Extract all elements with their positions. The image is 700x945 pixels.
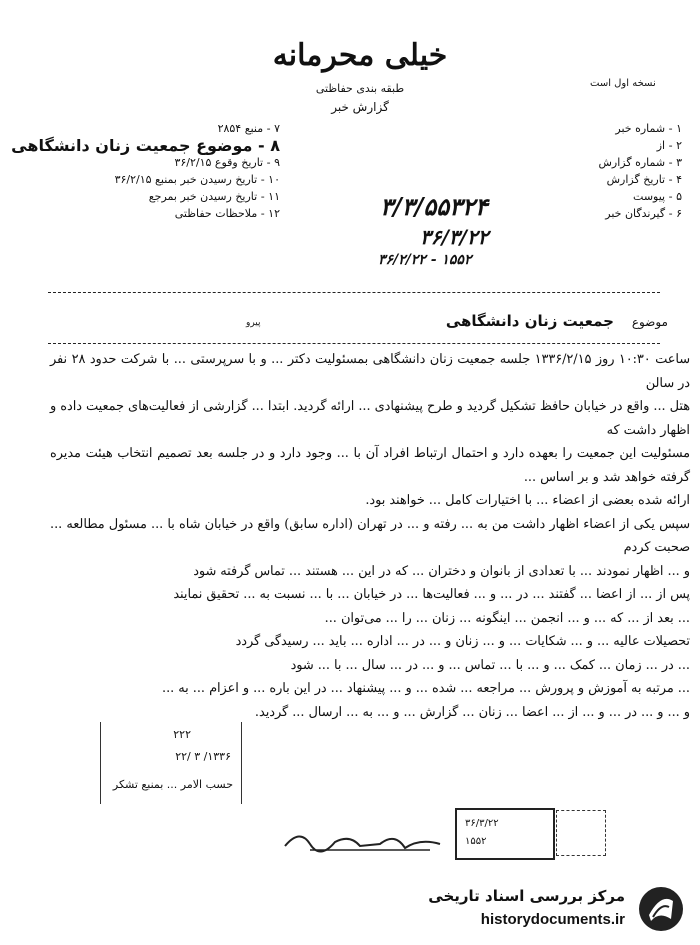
stamp-line: ۳۶/۳/۲۲ — [465, 818, 499, 829]
body-line: پس از ... از اعضا ... گفتند ... در ... و ... فعالیت‌ها ... در خیابان ... با ... نسبت به ... تحقیق نمایند — [173, 587, 690, 602]
header-field: ۵ - پیوست — [633, 190, 682, 203]
subject-line — [446, 312, 668, 330]
stamp-line: ۱۵۵۲ — [465, 836, 487, 847]
archive-url[interactable]: historydocuments.ir — [480, 911, 625, 928]
body-line: مسئولیت این جمعیت را بعهده دارد و احتمال ارتباط افراد آن با ... وجود دارد و در جلسه بعد تصمیم انتخاب هیئت مدیره گرفته خواهد شد و بر اساس ... — [50, 446, 690, 485]
subject-value: جمعیت زنان دانشگاهی — [445, 312, 614, 330]
body-line: ارائه شده بعضی از اعضاء ... با اختیارات کامل ... خواهند بود. — [365, 493, 690, 508]
divider — [48, 292, 660, 293]
header-field-date-source: ۱۰ - تاریخ رسیدن خبر بمنبع ۳۶/۲/۱۵ — [114, 173, 280, 186]
header-field-date: ۹ - تاریخ وقوع ۳۶/۲/۱۵ — [174, 156, 280, 169]
body-line: و ... اظهار نمودند ... با تعدادی از بانوان و دختران ... که در این ... هستند ... تماس گرفته شود — [193, 563, 690, 579]
divider — [48, 343, 660, 344]
archive-name: مرکز بررسی اسناد تاریخی — [428, 887, 625, 905]
signature-scribble — [280, 826, 450, 856]
archive-logo-icon — [637, 885, 685, 933]
header-field-notes: ۱۲ - ملاحظات حفاظتی — [174, 207, 280, 220]
body-line: ... در ... زمان ... کمک ... و ... با ... تماس ... و ... در ... سال ... با ... شود — [290, 657, 690, 673]
header-fields-left — [10, 120, 280, 222]
header-field: ۱ - شماره خبر — [615, 122, 682, 135]
annotation-note: حسب الامر ... بمنبع تشکر — [112, 778, 233, 791]
report-title: گزارش خبر — [331, 100, 389, 114]
header-field: ۳ - شماره گزارش — [598, 156, 682, 169]
handwritten-date: ۳۶/۳/۲۲ — [420, 225, 489, 249]
handwritten-number: ۳/۳/۵۵۳۲۴ — [380, 192, 488, 221]
annotation-number: ۲۲۲ — [173, 728, 191, 741]
body-line: تحصیلات عالیه ... و ... شکایات ... و ... زنان و ... در ... اداره ... باید ... رسیدگی گردد — [235, 634, 690, 649]
classification-subtitle: طبقه بندی حفاظتی — [315, 82, 405, 95]
body-line: ... مرتبه به آموزش و پرورش ... مراجعه ... شده ... و ... پیشنهاد ... در این باره ... و اعزام ... به ... — [162, 681, 690, 696]
annotation-block — [100, 722, 242, 804]
classification-stamp: خیلی محرمانه — [272, 38, 448, 73]
body-line: سپس یکی از اعضاء اظهار داشت من به ... رفته و ... در تهران (اداره سابق) واقع در خیابان شاه با ... مسئول مطالعه ... صحبت کردم — [50, 516, 690, 555]
header-field-subject: ۸ - موضوع جمعیت زنان دانشگاهی — [11, 136, 280, 155]
copy-label: نسخه اول است — [590, 78, 656, 89]
office-stamp — [455, 808, 555, 860]
stamp-outline — [556, 810, 606, 856]
report-body — [50, 348, 690, 724]
signature — [280, 826, 450, 856]
handwritten-ref: ۱۵۵۲ - ۳۶/۲/۲۲ — [378, 252, 472, 268]
header-field: ۲ - از — [656, 139, 682, 152]
header-field: ۶ - گیرندگان خبر — [605, 207, 682, 220]
margin-note: پیرو — [246, 318, 261, 328]
header-field-date-ref: ۱۱ - تاریخ رسیدن خبر بمرجع — [148, 190, 280, 203]
header-field-source: ۷ - منبع ۲۸۵۴ — [217, 122, 280, 135]
subject-label: موضوع — [631, 315, 668, 329]
annotation-date: ۲۲/ ۳ /۱۳۳۶ — [175, 750, 231, 763]
header-field: ۴ - تاریخ گزارش — [606, 173, 682, 186]
body-line: ساعت ۱۰:۳۰ روز ۱۳۳۶/۲/۱۵ جلسه جمعیت زنان دانشگاهی بمسئولیت دکتر ... و با سرپرستی ... با شرکت حدود ۲۸ نفر در سالن — [50, 352, 690, 391]
archive-watermark — [395, 885, 685, 940]
body-line: و ... و ... در ... و ... از ... اعضا ... زنان ... گزارش ... و ... به ... ارسال ... گردید. — [254, 704, 690, 720]
body-line: ... بعد از ... که ... و ... انجمن ... اینگونه ... زنان ... را ... می‌توان ... — [324, 610, 690, 626]
body-line: هتل ... واقع در خیابان حافظ تشکیل گردید و طرح پیشنهادی ... ارائه گردید. ابتدا ... گزارشی از فعالیت‌های جمعیت داده و اظهار داشت که — [50, 399, 690, 438]
